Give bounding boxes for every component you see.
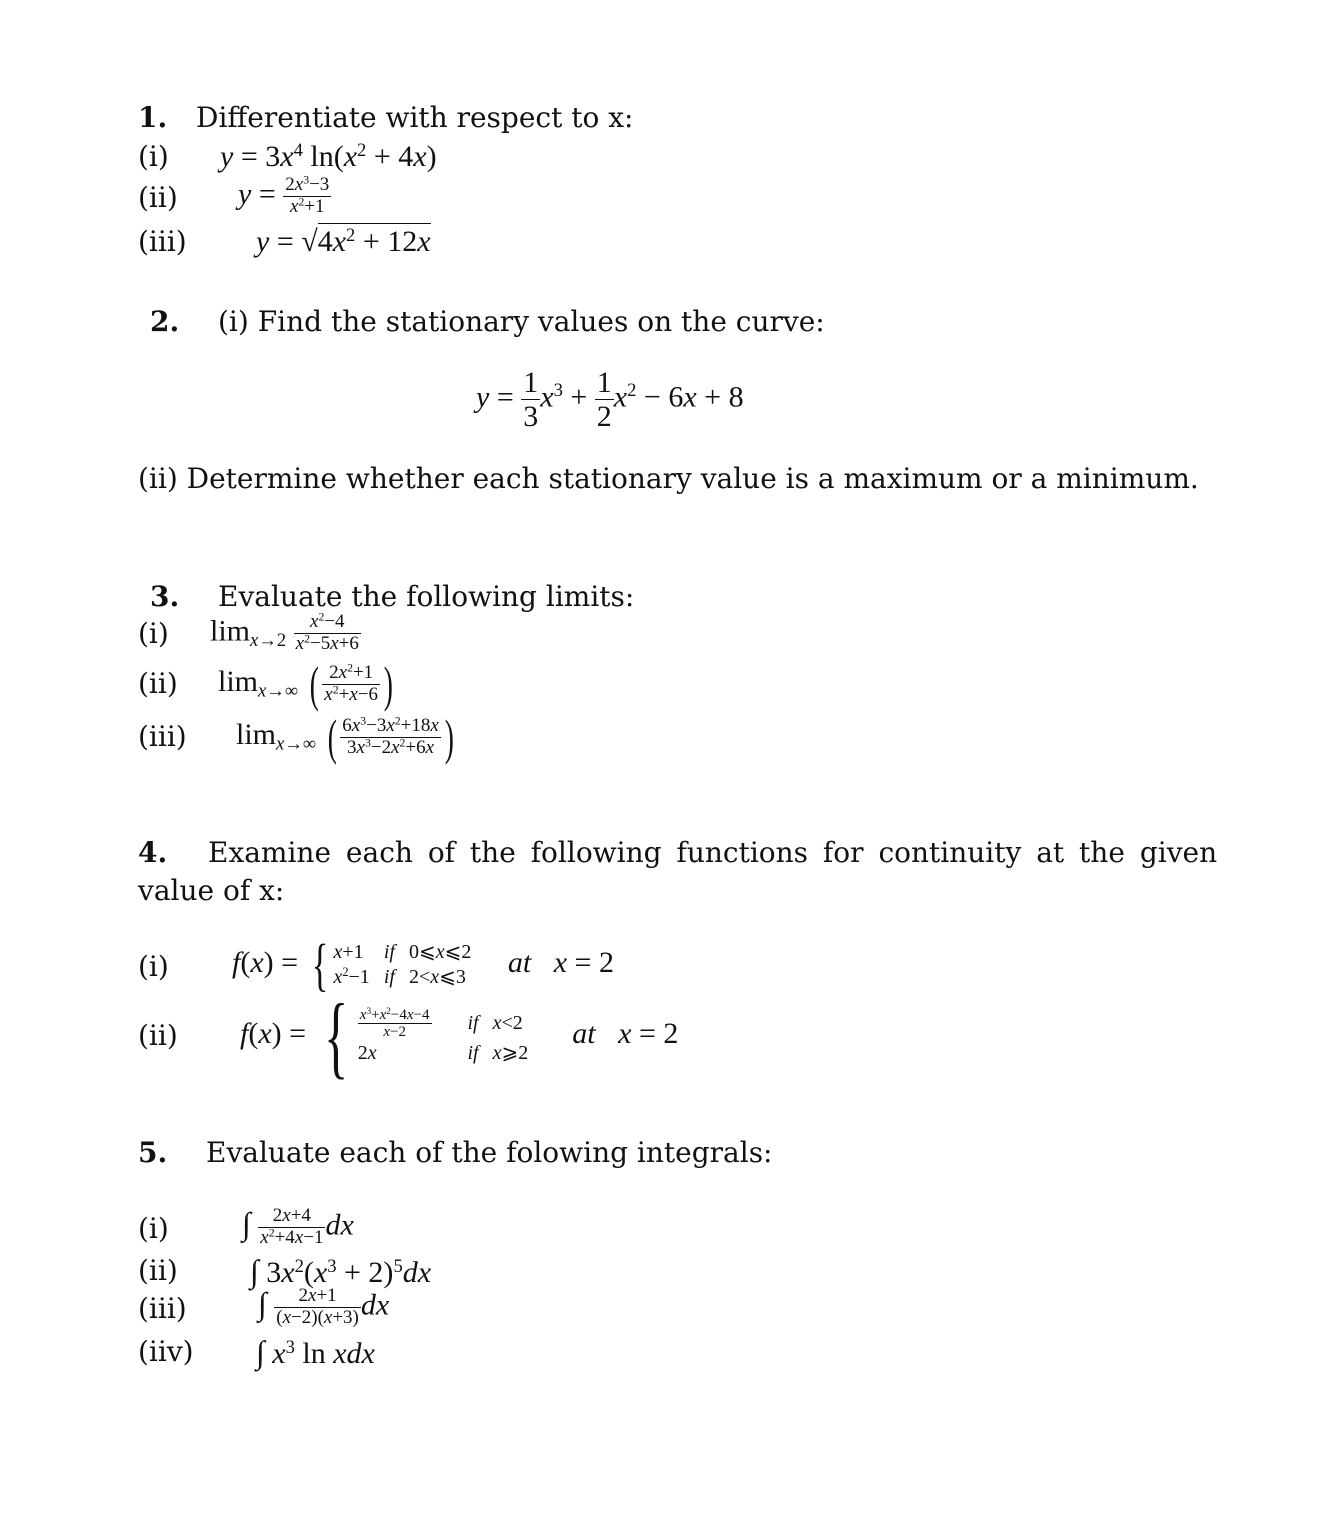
- q4-part-ii-label: (ii): [138, 1019, 178, 1052]
- q3-number: 3.: [150, 580, 180, 613]
- q3-part-ii-label: (ii): [138, 667, 178, 700]
- q5-part-iii-expr: ∫ $\frac{2x+1}{(x-2)(x+3)}$ dx: [258, 1285, 390, 1328]
- q3-prompt: Evaluate the following limits:: [218, 580, 635, 613]
- q5-prompt: Evaluate each of the folowing integrals:: [206, 1136, 773, 1169]
- q1-part-iii-expr: $y = √4x^2 + 12x$: [256, 224, 431, 258]
- q5-part-iii-label: (iii): [138, 1292, 187, 1325]
- q1-part-iii-label: (iii): [138, 225, 187, 258]
- q3-part-ii-expr: $\lim_{x\to\infty}$ ( $\frac{2x^2+1}{x^2+x-6}$ ): [218, 656, 393, 712]
- q2-part-ii: (ii) Determine whether each stationary value is a maximum or a minimum.: [138, 462, 1199, 495]
- q1-part-i-expr: $y = 3x^4$ $\ln(x^2 + 4x)$: [220, 139, 437, 173]
- q1-part-ii-label: (ii): [138, 181, 178, 214]
- q2-number: 2.: [150, 305, 180, 338]
- q5-part-iiv-expr: ∫ $x^3$ ln xdx: [256, 1334, 375, 1370]
- q4-prompt-line2: value of x:: [138, 874, 285, 907]
- q5-part-i-expr: ∫ $\frac{2x+4}{x^2+4x-1}$ dx: [242, 1205, 354, 1248]
- q4-part-ii-expr: f(x) = { $\frac{x^3+x^2-4x-4}{x-2}$ if x<2 2x if x⩾2 at x = 2: [240, 985, 679, 1087]
- q4-number: 4.: [138, 836, 168, 869]
- q2-part-i: (i) Find the stationary values on the curve:: [218, 305, 825, 338]
- q1-part-ii-expr: y = $\frac{2x^3-3}{x^2+1}$: [238, 173, 330, 217]
- q3-part-iii-expr: $\lim_{x\to\infty}$ ( $\frac{6x^3-3x^2+18x}{3x^3-2x^2+6x}$ ): [236, 709, 454, 765]
- q5-part-ii-expr: ∫ $3x^2(x^3 + 2)^5dx$: [250, 1253, 432, 1289]
- q3-part-i-expr: $\lim_{x\to 2}$ $\frac{x^2-4}{x^2-5x+6}$: [210, 610, 359, 654]
- q2-curve-expr: y = $\frac{1}{3}$ $x^3$ + $\frac{1}{2}$ $x^2 - 6x + 8$: [476, 366, 744, 433]
- q1-prompt: Differentiate with respect to x:: [196, 101, 634, 134]
- q5-part-iiv-label: (iiv): [138, 1335, 194, 1368]
- q1-part-i-label: (i): [138, 140, 169, 173]
- q4-part-i-label: (i): [138, 950, 169, 983]
- q3-part-i-label: (i): [138, 617, 169, 650]
- q1-number: 1.: [138, 101, 168, 134]
- q4-part-i-expr: f(x) = { x+1 if 0⩽x⩽2 $x^2-1$ if 2<x⩽3 at x = 2: [232, 932, 614, 997]
- q5-part-ii-label: (ii): [138, 1254, 178, 1287]
- q5-part-i-label: (i): [138, 1212, 169, 1245]
- q4-prompt-line1: Examine each of the following functions for continuity at the given: [208, 836, 1218, 869]
- q5-number: 5.: [138, 1136, 168, 1169]
- q3-part-iii-label: (iii): [138, 720, 187, 753]
